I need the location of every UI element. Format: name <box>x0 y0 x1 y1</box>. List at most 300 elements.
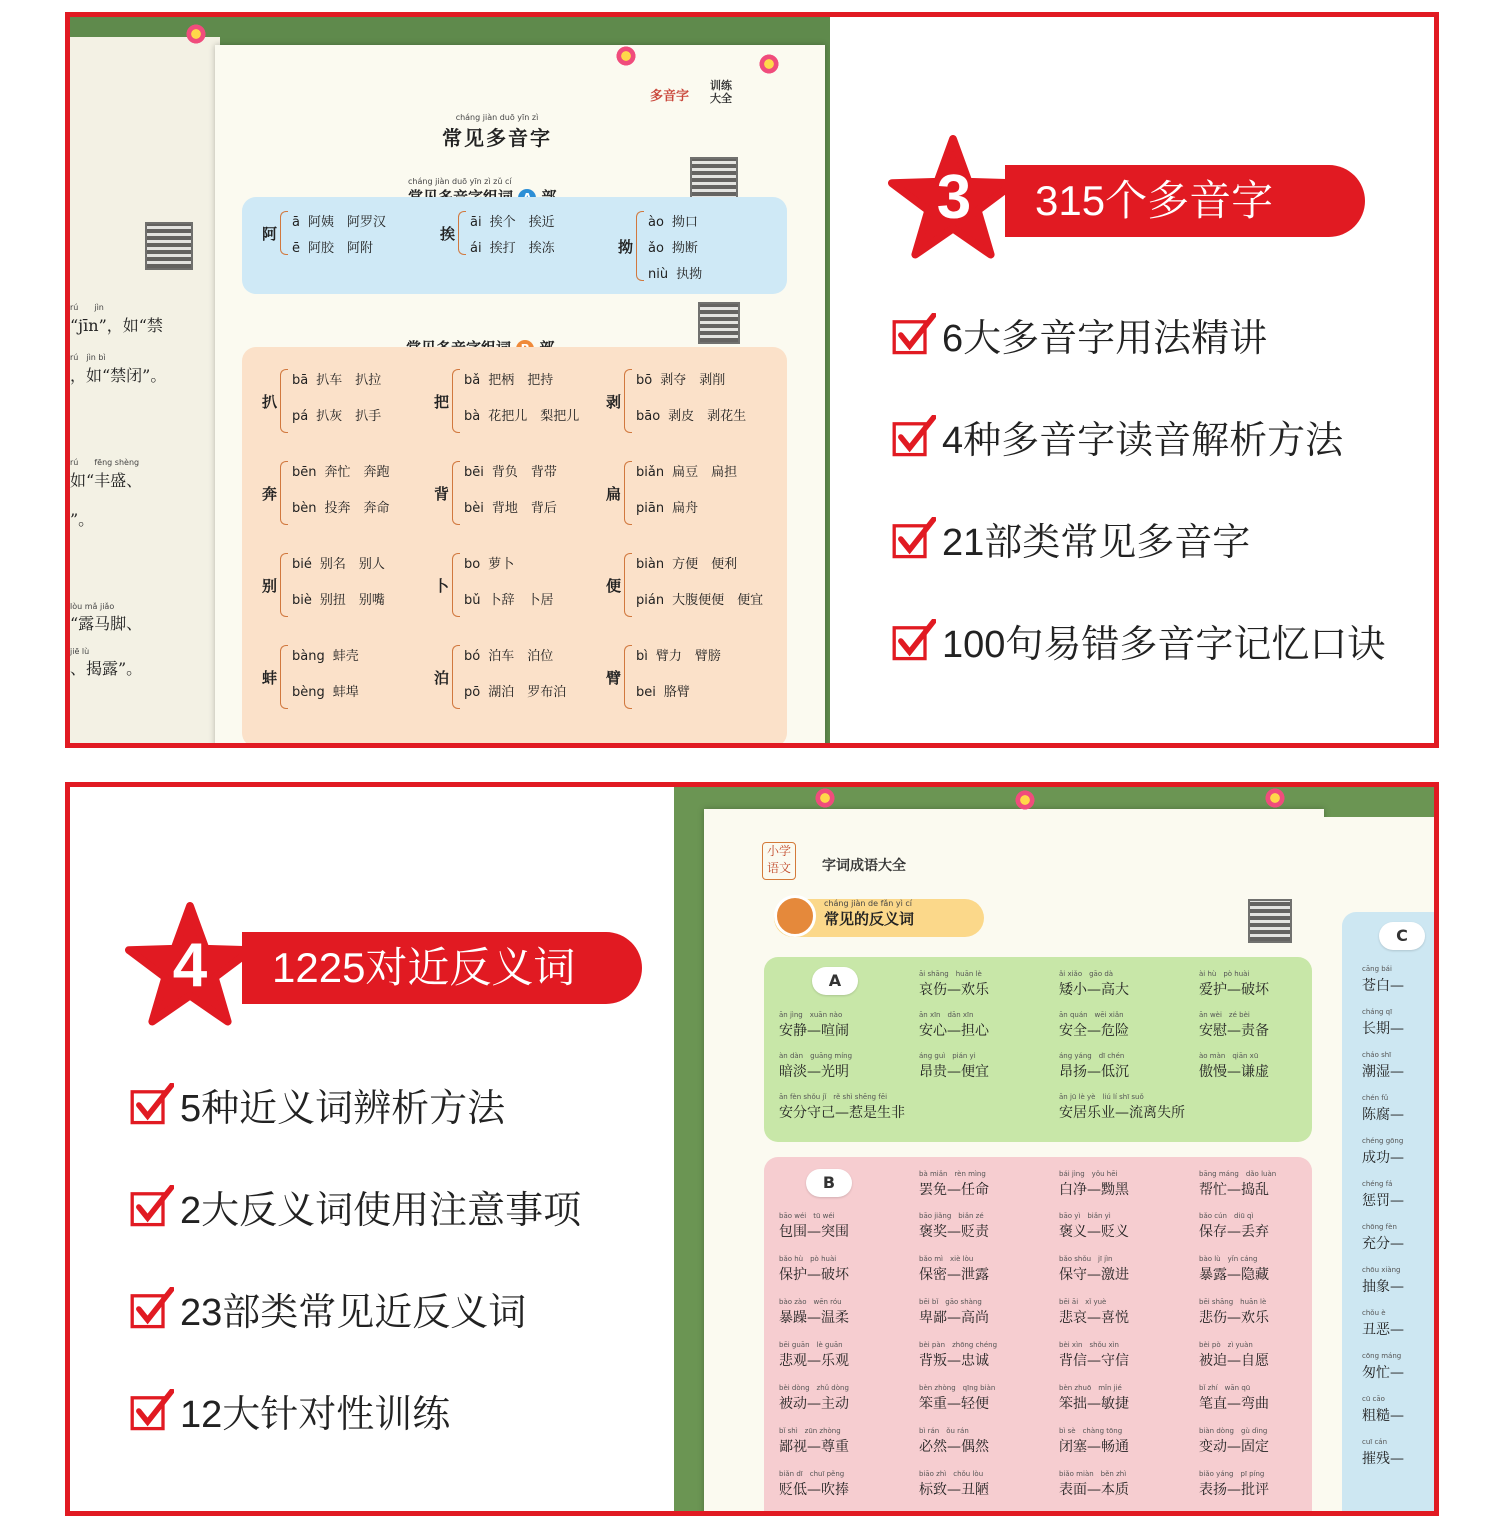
pair-words: 暴躁—温柔 <box>779 1310 849 1326</box>
pinyin: jiē lù <box>70 647 90 656</box>
reading-line <box>464 681 566 700</box>
antonym-pair <box>1362 1008 1404 1038</box>
antonym-pair <box>1362 1438 1404 1468</box>
pair-pinyin: bào zào wēn róu <box>779 1298 842 1306</box>
pair-words: 抽象— <box>1362 1279 1404 1295</box>
pair-pinyin: chén fǔ <box>1362 1094 1389 1102</box>
pair-pinyin: chōu xiàng <box>1362 1266 1401 1274</box>
antonym-pair <box>1059 1383 1129 1413</box>
antonym-pair <box>779 1092 905 1122</box>
antonym-pair <box>779 1211 849 1241</box>
pair-pinyin: cháng qī <box>1362 1008 1393 1016</box>
pinyin-reading: bó <box>464 649 481 664</box>
polyphone-entry <box>618 207 796 285</box>
pair-words: 帮忙—捣乱 <box>1199 1182 1269 1198</box>
pair-words: 悲伤—欢乐 <box>1199 1310 1269 1326</box>
antonym-pair <box>1362 1309 1404 1339</box>
reading-line <box>292 645 359 664</box>
pinyin-reading: bié <box>292 557 312 572</box>
example-words: 阿姨 阿罗汉 <box>307 215 386 230</box>
pair-pinyin: bǎo mì xiè lòu <box>919 1255 974 1263</box>
pair-pinyin: bāng máng dǎo luàn <box>1199 1170 1277 1178</box>
pair-pinyin: biàn dòng gù dìng <box>1199 1427 1268 1435</box>
polyphone-entry <box>434 641 606 713</box>
pair-pinyin: cāng bái <box>1362 965 1392 973</box>
pair-words: 安分守己—惹是生非 <box>779 1105 905 1121</box>
feature-item <box>892 409 1343 464</box>
feature-item <box>892 613 1385 668</box>
pair-pinyin: bǎo cún diū qì <box>1199 1212 1254 1220</box>
feature-text: 21部类常见多音字 <box>942 522 1251 564</box>
antonym-pair <box>919 1211 989 1241</box>
antonym-pair <box>1059 1297 1129 1327</box>
pair-words: 粗糙— <box>1362 1408 1404 1424</box>
pair-words: 背叛—忠诚 <box>919 1353 989 1369</box>
pair-pinyin: bēi āi xǐ yuè <box>1059 1298 1107 1306</box>
feature-item <box>130 1281 526 1336</box>
reading-line <box>470 211 555 230</box>
pair-words: 表扬—批评 <box>1199 1482 1269 1498</box>
antonym-pair <box>1199 1211 1269 1241</box>
polyphone-char: 背 <box>434 485 450 503</box>
pinyin-reading: biǎn <box>636 465 665 480</box>
book-header-tag-2: 训练大全 <box>710 79 732 105</box>
pinyin-reading: bō <box>636 373 653 388</box>
pair-pinyin: bǐ zhí wān qū <box>1199 1384 1251 1392</box>
feature-text: 12大针对性训练 <box>180 1394 451 1436</box>
example-words: 胳臂 <box>663 685 690 700</box>
pair-words: 成功— <box>1362 1150 1404 1166</box>
example-words: 执拗 <box>676 267 703 282</box>
example-words: 卜辞 卜居 <box>488 593 554 608</box>
antonym-pair <box>919 1426 989 1456</box>
line-text: 如“丰盛、 <box>70 471 143 490</box>
pair-pinyin: cū cāo <box>1362 1395 1385 1403</box>
pinyin-reading: bàng <box>292 649 325 664</box>
polyphone-char: 便 <box>606 577 622 595</box>
antonym-pair <box>919 1254 989 1284</box>
brace-decoration <box>280 553 288 617</box>
pair-words: 褒奖—贬责 <box>919 1224 989 1240</box>
page-title: cháng jiàn duō yīn zì 常见多音字 <box>442 113 552 150</box>
pair-pinyin: bì sè chàng tōng <box>1059 1427 1123 1435</box>
pair-words: 安慰—责备 <box>1199 1023 1269 1039</box>
reading-line <box>648 263 702 282</box>
antonym-pair <box>1199 1010 1269 1040</box>
antonym-pair <box>919 1297 989 1327</box>
pair-pinyin: bèn zhòng qīng biàn <box>919 1384 996 1392</box>
left-page-line <box>70 457 142 491</box>
antonym-pair <box>1199 1297 1269 1327</box>
checkbox-checked-icon <box>130 1083 174 1127</box>
example-words: 湖泊 罗布泊 <box>488 685 567 700</box>
pair-words: 哀伤—欢乐 <box>919 982 989 998</box>
pair-words: 变动—固定 <box>1199 1439 1269 1455</box>
pair-pinyin: ān jìng xuān nào <box>779 1011 843 1019</box>
polyphone-char: 拗 <box>618 238 634 256</box>
antonym-pair <box>1059 1254 1129 1284</box>
pinyin-reading: biàn <box>636 557 665 572</box>
brace-decoration <box>458 211 466 255</box>
bottom-panel <box>65 782 1439 1516</box>
polyphone-entry <box>262 207 440 259</box>
reading-line <box>464 589 554 608</box>
antonym-pair <box>779 1340 849 1370</box>
brace-decoration <box>280 461 288 525</box>
brace-decoration <box>452 553 460 617</box>
example-words: 奔忙 奔跑 <box>324 465 390 480</box>
pair-words: 潮湿— <box>1362 1064 1404 1080</box>
polyphone-entry <box>434 549 606 621</box>
pinyin-reading: pō <box>464 685 481 700</box>
feature-title: 315个多音字 <box>1005 165 1365 237</box>
reading-line <box>292 461 390 480</box>
brace-decoration <box>636 211 644 281</box>
antonym-pair <box>919 1051 989 1081</box>
pinyin: rú jìn bì <box>70 353 106 362</box>
flower-decoration <box>1014 789 1036 811</box>
qr-code-icon <box>698 302 740 344</box>
pair-pinyin: bì rán ǒu rán <box>919 1427 969 1435</box>
pinyin-reading: bì <box>636 649 648 664</box>
antonym-pair <box>1199 969 1269 999</box>
pair-words: 保守—激进 <box>1059 1267 1129 1283</box>
pinyin-reading: niù <box>648 267 669 282</box>
pair-words: 贬低—吹捧 <box>779 1482 849 1498</box>
reading-line <box>292 237 373 256</box>
pair-pinyin: bèi dòng zhǔ dòng <box>779 1384 849 1392</box>
reading-line <box>292 497 390 516</box>
pair-words: 鄙视—尊重 <box>779 1439 849 1455</box>
pinyin-reading: bā <box>292 373 309 388</box>
left-page-line <box>70 602 142 634</box>
pair-pinyin: bāo jiǎng biǎn zé <box>919 1212 984 1220</box>
pair-words: 矮小—高大 <box>1059 982 1129 998</box>
pair-words: 陈腐— <box>1362 1107 1404 1123</box>
pair-pinyin: bèi pàn zhōng chéng <box>919 1341 998 1349</box>
left-page-line <box>70 507 94 530</box>
top-panel <box>65 12 1439 748</box>
left-page-line <box>70 302 163 336</box>
polyphone-char: 臂 <box>606 669 622 687</box>
pair-words: 苍白— <box>1362 978 1404 994</box>
example-words: 剥皮 剥花生 <box>668 409 747 424</box>
pair-pinyin: biǎo yáng pī píng <box>1199 1470 1265 1478</box>
example-words: 背负 背带 <box>491 465 557 480</box>
antonym-pair <box>1059 1426 1129 1456</box>
pair-words: 笨拙—敏捷 <box>1059 1396 1129 1412</box>
pinyin-reading: ā <box>292 215 300 230</box>
pair-pinyin: cháo shī <box>1362 1051 1392 1059</box>
pair-pinyin: ài hù pò huài <box>1199 970 1250 978</box>
pair-pinyin: bēi bǐ gāo shàng <box>919 1298 982 1306</box>
example-words: 拗口 <box>671 215 698 230</box>
pair-pinyin: chéng fá <box>1362 1180 1393 1188</box>
antonym-pair <box>1199 1469 1269 1499</box>
antonym-pair <box>1362 1180 1404 1210</box>
pair-words: 安居乐业—流离失所 <box>1059 1105 1185 1121</box>
pinyin: rú jìn <box>70 303 104 312</box>
antonym-pair <box>1199 1340 1269 1370</box>
feature-item <box>892 307 1267 362</box>
polyphone-entry <box>606 457 778 529</box>
pair-words: 表面—本质 <box>1059 1482 1129 1498</box>
flower-decoration <box>814 787 836 809</box>
pair-words: 惩罚— <box>1362 1193 1404 1209</box>
pair-pinyin: cuī cán <box>1362 1438 1388 1446</box>
example-words: 蚌埠 <box>332 685 359 700</box>
pair-pinyin: àn dàn guāng míng <box>779 1052 853 1060</box>
feature-text: 4种多音字读音解析方法 <box>942 420 1344 462</box>
pinyin-reading: bēi <box>464 465 484 480</box>
antonym-pair <box>779 1383 849 1413</box>
antonym-pair <box>919 1469 989 1499</box>
pinyin-reading: bei <box>636 685 656 700</box>
reading-line <box>636 369 725 388</box>
pair-words: 卑鄙—高尚 <box>919 1310 989 1326</box>
antonym-pair <box>1199 1426 1269 1456</box>
pair-pinyin: bà miǎn rèn mìng <box>919 1170 986 1178</box>
antonym-pair <box>1199 1051 1269 1081</box>
pair-pinyin: bēi guān lè guān <box>779 1341 843 1349</box>
polyphone-char: 扒 <box>262 393 278 411</box>
pair-words: 背信—守信 <box>1059 1353 1129 1369</box>
pair-words: 被动—主动 <box>779 1396 849 1412</box>
section-a-title: cháng jiàn duō yīn zì zǔ cí <box>408 177 557 207</box>
pinyin-reading: bèn <box>292 501 317 516</box>
brace-decoration <box>624 461 632 525</box>
feature-item <box>892 511 1250 566</box>
reading-line <box>464 461 557 480</box>
polyphone-char: 把 <box>434 393 450 411</box>
antonym-pair <box>919 1340 997 1370</box>
reading-line <box>464 497 557 516</box>
polyphone-entry <box>440 207 618 259</box>
reading-line <box>470 237 555 256</box>
pinyin-reading: bo <box>464 557 481 572</box>
checkbox-checked-icon <box>892 517 936 561</box>
pinyin-reading: ǎo <box>648 241 664 256</box>
pair-pinyin: biǎo miàn běn zhì <box>1059 1470 1127 1478</box>
pair-pinyin: chōng fèn <box>1362 1223 1397 1231</box>
pair-words: 长期— <box>1362 1021 1404 1037</box>
line-text: ，如“禁闭”。 <box>70 366 167 385</box>
pair-words: 笔直—弯曲 <box>1199 1396 1269 1412</box>
pair-words: 标致—丑陋 <box>919 1482 989 1498</box>
antonym-pair <box>1362 965 1404 995</box>
polyphone-char: 泊 <box>434 669 450 687</box>
example-words: 挨打 挨冻 <box>489 241 555 256</box>
antonym-pair <box>1199 1254 1269 1284</box>
pair-pinyin: chéng gōng <box>1362 1137 1404 1145</box>
pair-pinyin: bèi xìn shǒu xìn <box>1059 1341 1119 1349</box>
antonym-pair <box>1059 1169 1129 1199</box>
example-words: 扁舟 <box>672 501 699 516</box>
checkbox-checked-icon <box>130 1185 174 1229</box>
brace-decoration <box>624 553 632 617</box>
antonym-pair <box>919 1383 995 1413</box>
feature-number: 4 <box>172 931 208 1000</box>
pinyin-reading: piān <box>636 501 665 516</box>
brace-decoration <box>624 369 632 433</box>
example-words: 把柄 把持 <box>488 373 554 388</box>
pinyin-reading: ào <box>648 215 664 230</box>
reading-line <box>292 553 385 572</box>
pair-pinyin: bái jìng yǒu hēi <box>1059 1170 1118 1178</box>
pair-words: 褒义—贬义 <box>1059 1224 1129 1240</box>
feature-text: 6大多音字用法精讲 <box>942 318 1268 360</box>
antonym-pair <box>779 1010 849 1040</box>
antonym-pair <box>919 1010 989 1040</box>
pinyin: rú fēng shèng <box>70 458 140 467</box>
pair-pinyin: ǎi xiǎo gāo dà <box>1059 970 1114 978</box>
left-page <box>70 37 220 743</box>
brace-decoration <box>624 645 632 709</box>
polyphone-entry <box>434 365 606 437</box>
pinyin-reading: bǎ <box>464 373 481 388</box>
example-words: 剥夺 剥削 <box>660 373 726 388</box>
pair-pinyin: bǎo hù pò huài <box>779 1255 837 1263</box>
feature-title: 1225对近反义词 <box>242 932 642 1004</box>
pair-words: 丑恶— <box>1362 1322 1404 1338</box>
pair-pinyin: chǒu è <box>1362 1309 1386 1317</box>
pinyin-reading: bèi <box>464 501 484 516</box>
example-words: 臂力 臂膀 <box>655 649 721 664</box>
antonym-pair <box>1199 1169 1276 1199</box>
antonym-pair <box>1362 1094 1404 1124</box>
pinyin-reading: biè <box>292 593 312 608</box>
pair-pinyin: cōng máng <box>1362 1352 1402 1360</box>
pair-pinyin: bào lù yǐn cáng <box>1199 1255 1258 1263</box>
reading-line <box>292 369 381 388</box>
qr-code-icon <box>1248 899 1292 943</box>
pair-words: 保密—泄露 <box>919 1267 989 1283</box>
pinyin-reading: āi <box>470 215 482 230</box>
brace-decoration <box>280 369 288 433</box>
polyphone-entry <box>262 365 434 437</box>
polyphone-entry <box>606 549 778 621</box>
example-words: 阿胶 阿附 <box>308 241 374 256</box>
line-text: “露马脚、 <box>70 614 143 633</box>
flower-decoration <box>758 53 780 75</box>
antonym-pair <box>1362 1137 1404 1167</box>
pinyin-reading: bà <box>464 409 481 424</box>
section-title: cháng jiàn de fǎn yì cí 常见的反义词 <box>824 899 915 928</box>
polyphone-char: 蚌 <box>262 669 278 687</box>
pair-words: 爱护—破坏 <box>1199 982 1269 998</box>
feature-item <box>130 1077 505 1132</box>
letter-a-label: A <box>812 967 858 995</box>
pair-words: 傲慢—谦虚 <box>1199 1064 1269 1080</box>
brace-decoration <box>452 461 460 525</box>
antonym-pair <box>1362 1395 1404 1425</box>
pinyin-reading: pá <box>292 409 309 424</box>
pinyin-reading: bāo <box>636 409 661 424</box>
pair-pinyin: bèi pò zì yuàn <box>1199 1341 1253 1349</box>
antonym-pair <box>1059 1340 1129 1370</box>
flower-decoration <box>185 23 207 45</box>
reading-line <box>636 681 690 700</box>
left-page-line <box>70 647 142 679</box>
reading-line <box>636 405 746 424</box>
pair-pinyin: bǐ shì zūn zhòng <box>779 1427 841 1435</box>
corner-tag: 小学语文 <box>762 842 796 880</box>
pair-words: 匆忙— <box>1362 1365 1404 1381</box>
fox-icon <box>774 895 816 937</box>
flower-decoration <box>615 45 637 67</box>
pair-words: 安心—担心 <box>919 1023 989 1039</box>
pair-pinyin: bēi shāng huān lè <box>1199 1298 1267 1306</box>
pinyin-reading: bēn <box>292 465 317 480</box>
pair-words: 暗淡—光明 <box>779 1064 849 1080</box>
reading-line <box>636 553 737 572</box>
antonym-pair <box>1199 1383 1269 1413</box>
pair-pinyin: biǎn dī chuī pěng <box>779 1470 845 1478</box>
reading-line <box>464 369 553 388</box>
antonym-pair <box>1362 1051 1404 1081</box>
pinyin: lòu mǎ jiǎo <box>70 602 115 611</box>
polyphone-entry <box>606 365 778 437</box>
reading-line <box>292 405 381 424</box>
antonym-pair <box>1362 1266 1404 1296</box>
example-words: 方便 便利 <box>672 557 738 572</box>
example-words: 扁豆 扁担 <box>672 465 738 480</box>
antonym-pair <box>779 1426 849 1456</box>
book-header: 字词成语大全 <box>822 858 906 874</box>
antonym-pair <box>919 969 989 999</box>
antonym-pair <box>1059 1010 1129 1040</box>
example-words: 背地 背后 <box>491 501 557 516</box>
antonym-pair <box>1059 1469 1129 1499</box>
feature-number: 3 <box>936 163 972 232</box>
reading-line <box>292 211 386 230</box>
pinyin-reading: ē <box>292 241 300 256</box>
polyphone-entry <box>434 457 606 529</box>
reading-line <box>636 461 737 480</box>
brace-decoration <box>280 211 288 255</box>
reading-line <box>464 645 553 664</box>
example-words: 别名 别人 <box>319 557 385 572</box>
pair-pinyin: bèn zhuō mǐn jié <box>1059 1384 1122 1392</box>
pair-pinyin: ào màn qiān xū <box>1199 1052 1259 1060</box>
reading-line <box>636 589 763 608</box>
polyphone-char: 挨 <box>440 225 456 243</box>
checkbox-checked-icon <box>892 313 936 357</box>
antonym-pair <box>1362 1352 1404 1382</box>
antonym-pair <box>779 1469 849 1499</box>
book-photo-polyphonic <box>70 17 830 743</box>
pair-words: 悲哀—喜悦 <box>1059 1310 1129 1326</box>
pair-words: 保护—破坏 <box>779 1267 849 1283</box>
pair-words: 安全—危险 <box>1059 1023 1129 1039</box>
antonym-pair <box>919 1169 989 1199</box>
pinyin-reading: ái <box>470 241 482 256</box>
pair-words: 包围—突围 <box>779 1224 849 1240</box>
pair-pinyin: ān fèn shǒu jǐ rě shì shēng fēi <box>779 1093 888 1101</box>
polyphone-char: 阿 <box>262 225 278 243</box>
example-words: 花把儿 梨把儿 <box>488 409 580 424</box>
antonym-pair <box>1059 1211 1129 1241</box>
checkbox-checked-icon <box>130 1287 174 1331</box>
antonym-pair <box>1059 969 1129 999</box>
reading-line <box>636 497 698 516</box>
pair-words: 被迫—自愿 <box>1199 1353 1269 1369</box>
pair-words: 充分— <box>1362 1236 1404 1252</box>
book-photo-antonyms <box>674 787 1434 1511</box>
antonym-pair <box>779 1051 852 1081</box>
feature-text: 2大反义词使用注意事项 <box>180 1190 582 1232</box>
feature-item <box>130 1383 450 1438</box>
